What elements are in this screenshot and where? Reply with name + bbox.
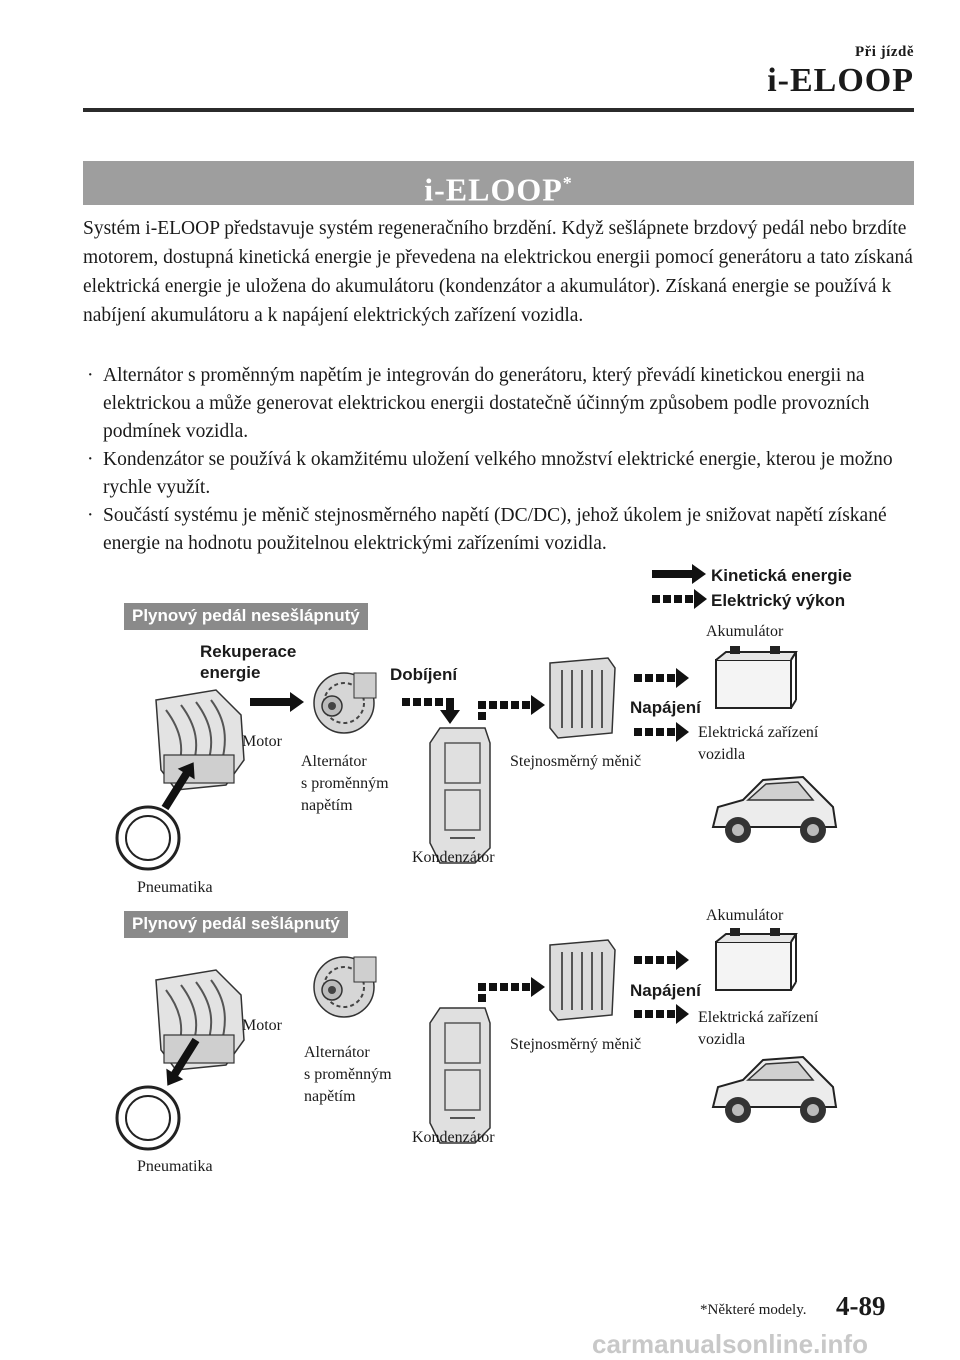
motor-label: Motor (242, 1017, 282, 1034)
bullet-item: · Alternátor s proměnným napětím je integrován do generátoru, který převádí kinetickou energii na elektrickou a může generovat elektrickou energii dostatečně účinným způsobem podle provozních podmínek vozidla. (83, 362, 918, 446)
bullet-item: · Součástí systému je měnič stejnosměrného napětí (DC/DC), jehož úkolem je snižovat napětí získané energie na hodnotu použitelnou elektrickými zařízeními vozidla. (83, 502, 918, 558)
regen-label: Rekuperace energie (200, 642, 297, 682)
tire-image (117, 1087, 179, 1149)
section-asterisk: * (562, 173, 573, 193)
battery-image (716, 646, 796, 708)
tire-image (117, 807, 179, 869)
battery-label: Akumulátor (706, 623, 784, 640)
converter-image (550, 940, 615, 1020)
motor-label: Motor (242, 733, 282, 750)
state-label: Plynový pedál nesešlápnutý (124, 603, 368, 630)
legend-electric-label: Elektrický výkon (711, 591, 846, 610)
site-watermark: carmanualsonline.info (592, 1329, 868, 1359)
flow-arrow (478, 695, 545, 720)
state-label: Plynový pedál sešlápnutý (124, 911, 348, 938)
supply-label: Napájení (630, 698, 701, 717)
flow-arrow (634, 722, 689, 742)
tire-label: Pneumatika (137, 1158, 213, 1175)
intro-paragraph: Systém i-ELOOP představuje systém regeneračního brzdění. Když sešlápnete brzdový pedál nebo brzdíte motorem, dostupná kinetická energie je převedena na elektrickou energii pomocí generátoru a tato získaná elektrická energie je uložena do akumulátoru (kondenzátor a akumulátor). Získaná energie se používá k nabíjení akumulátoru a k napájení elektrických zařízení vozidla. (83, 218, 913, 326)
capacitor-image (430, 1008, 490, 1143)
alternator-label: Alternátor s proměnným napětím (304, 1044, 392, 1105)
engine-image (156, 970, 244, 1070)
flow-arrow (634, 1004, 689, 1024)
capacitor-image (430, 728, 490, 863)
battery-image (716, 928, 796, 990)
battery-label: Akumulátor (706, 907, 784, 924)
converter-label: Stejnosměrný měnič (510, 753, 642, 770)
flow-arrow (634, 950, 689, 970)
tire-label: Pneumatika (137, 879, 213, 896)
flow-arrow (250, 692, 304, 712)
devices-label: Elektrická zařízení vozidla (698, 1009, 819, 1048)
car-image (713, 777, 836, 843)
section-title: i-ELOOP (424, 171, 563, 208)
footnote: *Některé modely. (700, 1302, 807, 1318)
converter-image (550, 658, 615, 738)
page-number: 4-89 (836, 1291, 886, 1321)
alternator-image (314, 957, 376, 1017)
chapter-subtitle: Při jízdě (854, 44, 914, 60)
chapter-title: i-ELOOP (767, 62, 914, 99)
flow-arrow (402, 698, 460, 724)
converter-label: Stejnosměrný měnič (510, 1036, 642, 1053)
capacitor-label: Kondenzátor (412, 849, 495, 866)
alternator-label: Alternátor s proměnným napětím (301, 753, 389, 814)
legend-dashed-arrow (652, 589, 707, 609)
supply-label: Napájení (630, 981, 701, 1000)
charging-label: Dobíjení (390, 665, 458, 684)
flow-arrow (478, 977, 545, 1002)
devices-label: Elektrická zařízení vozidla (698, 724, 819, 763)
bullet-item: · Kondenzátor se používá k okamžitému uložení velkého množství elektrické energie, kterou je možno rychle využít. (83, 446, 918, 502)
flow-arrow (634, 668, 689, 688)
capacitor-label: Kondenzátor (412, 1129, 495, 1146)
engine-image (156, 690, 244, 790)
legend-kinetic-label: Kinetická energie (711, 566, 852, 585)
alternator-image (314, 673, 376, 733)
car-image (713, 1057, 836, 1123)
legend-solid-arrow (652, 564, 706, 584)
